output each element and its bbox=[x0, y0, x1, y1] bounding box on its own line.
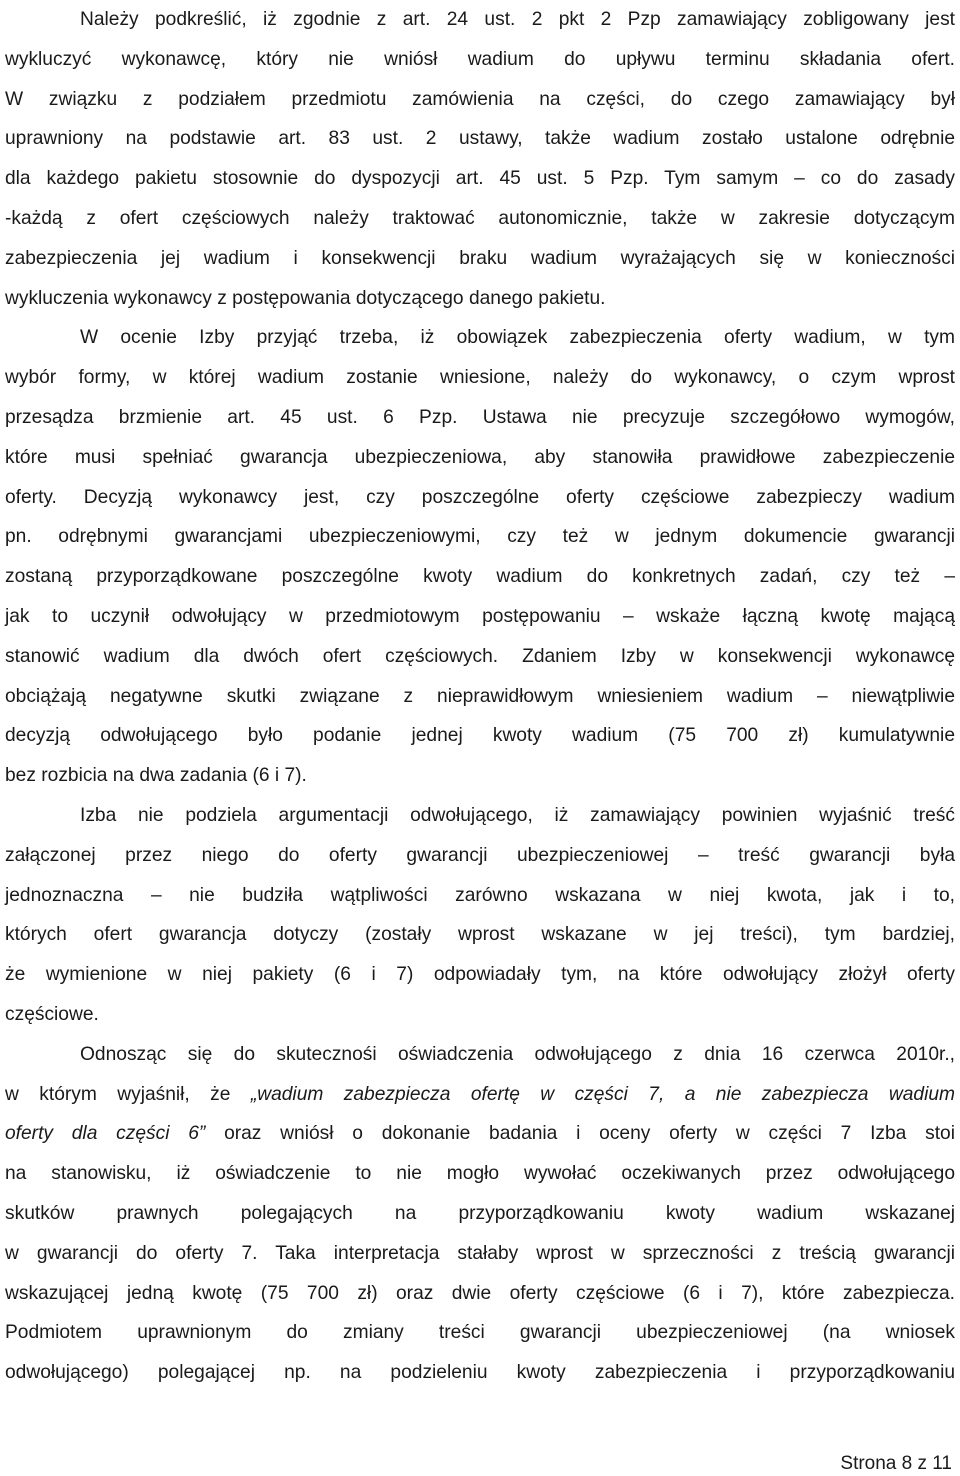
text-line: obciążają negatywne skutki związane z nieprawidłowym wniesieniem wadium – niewątpliwie bbox=[5, 685, 955, 707]
text-line: wykluczenia wykonawcy z postępowania dotyczącego danego pakietu. bbox=[5, 287, 606, 309]
text-line: wskazującej jedną kwotę (75 700 zł) oraz dwie oferty częściowe (6 i 7), które zabezpiecza. bbox=[5, 1282, 955, 1304]
text-line: częściowe. bbox=[5, 1003, 99, 1025]
text-line: odwołującego) polegającej np. na podzieleniu kwoty zabezpieczenia i przyporządkowaniu bbox=[5, 1362, 955, 1384]
text-line bbox=[5, 1075, 955, 1115]
text-line: jednoznaczna – nie budziła wątpliwości zarówno wskazana w niej kwota, jak i to, bbox=[5, 884, 955, 906]
text-line: dla każdego pakietu stosownie do dyspozycji art. 45 ust. 5 Pzp. Tym samym – co do zasady bbox=[5, 168, 955, 190]
document-page bbox=[5, 0, 955, 1393]
text-line: stanowić wadium dla dwóch ofert częściowych. Zdaniem Izby w konsekwencji wykonawcę bbox=[5, 645, 955, 667]
text-line: W ocenie Izby przyjąć trzeba, iż obowiązek zabezpieczenia oferty wadium, w tym bbox=[80, 327, 955, 349]
text-line: zabezpieczenia jej wadium i konsekwencji braku wadium wyrażających się w konieczności bbox=[5, 247, 955, 269]
text-line: -każdą z ofert częściowych należy traktować autonomicznie, także w zakresie dotyczącym bbox=[5, 207, 955, 229]
text-line bbox=[5, 1114, 955, 1154]
text-line: wybór formy, w której wadium zostanie wniesione, należy do wykonawcy, o czym wprost bbox=[5, 367, 955, 389]
text-line: Należy podkreślić, iż zgodnie z art. 24 ust. 2 pkt 2 Pzp zamawiający zobligowany jest bbox=[80, 9, 955, 30]
text-line: których ofert gwarancja dotyczy (zostały wprost wskazane w jej treści), tym bardziej, bbox=[5, 924, 955, 946]
text-line: decyzją odwołującego było podanie jednej kwoty wadium (75 700 zł) kumulatywnie bbox=[5, 725, 955, 747]
text-run: w którym wyjaśnił, że bbox=[5, 1083, 251, 1105]
text-line: zostaną przyporządkowane poszczególne kwoty wadium do konkretnych zadań, czy też – bbox=[5, 566, 955, 588]
text-line: które musi spełniać gwarancja ubezpieczeniowa, aby stanowiła prawidłowe zabezpieczenie bbox=[5, 446, 955, 468]
text-line: załączonej przez niego do oferty gwarancji ubezpieczeniowej – treść gwarancji była bbox=[5, 844, 955, 866]
text-line: że wymienione w niej pakiety (6 i 7) odpowiadały tym, na które odwołujący złożył oferty bbox=[5, 964, 955, 986]
text-line: W związku z podziałem przedmiotu zamówienia na części, do czego zamawiający był bbox=[5, 88, 955, 110]
text-line: skutków prawnych polegających na przyporządkowaniu kwoty wadium wskazanej bbox=[5, 1202, 955, 1224]
paragraph-3 bbox=[5, 796, 955, 1035]
text-line: oferty. Decyzją wykonawcy jest, czy poszczególne oferty częściowe zabezpieczy wadium bbox=[5, 486, 955, 508]
text-line: uprawniony na podstawie art. 83 ust. 2 ustawy, także wadium zostało ustalone odrębnie bbox=[5, 128, 955, 150]
text-line: na stanowisku, iż oświadczenie to nie mogło wywołać oczekiwanych przez odwołującego bbox=[5, 1163, 955, 1185]
page-number-footer: Strona 8 z 11 bbox=[840, 1453, 952, 1474]
paragraph-4 bbox=[5, 1035, 955, 1393]
text-line: Izba nie podziela argumentacji odwołującego, iż zamawiający powinien wyjaśnić treść bbox=[80, 804, 955, 826]
text-line: wykluczyć wykonawcę, który nie wniósł wadium do upływu terminu składania ofert. bbox=[5, 48, 955, 70]
text-line: bez rozbicia na dwa zadania (6 i 7). bbox=[5, 765, 307, 787]
paragraph-2 bbox=[5, 318, 955, 796]
paragraph-1 bbox=[5, 0, 955, 318]
italic-quote: oferty dla części 6” bbox=[5, 1123, 206, 1145]
text-line: pn. odrębnymi gwarancjami ubezpieczeniowymi, czy też w jednym dokumencie gwarancji bbox=[5, 526, 955, 548]
text-line: Podmiotem uprawnionym do zmiany treści gwarancji ubezpieczeniowej (na wniosek bbox=[5, 1322, 955, 1344]
italic-quote: „wadium zabezpiecza ofertę w części 7, a nie zabezpiecza wadium bbox=[250, 1083, 955, 1105]
text-line: w gwarancji do oferty 7. Taka interpretacja stałaby wprost w sprzeczności z treścią gwarancji bbox=[5, 1242, 955, 1264]
text-line: Odnosząc się do skutecznośi oświadczenia odwołującego z dnia 16 czerwca 2010r., bbox=[80, 1043, 955, 1065]
text-run: oraz wniósł o dokonanie badania i oceny oferty w części 7 Izba stoi bbox=[205, 1123, 955, 1145]
text-line: przesądza brzmienie art. 45 ust. 6 Pzp. Ustawa nie precyzuje szczegółowo wymogów, bbox=[5, 406, 955, 428]
text-line: jak to uczynił odwołujący w przedmiotowym postępowaniu – wskaże łączną kwotę mającą bbox=[5, 605, 955, 627]
